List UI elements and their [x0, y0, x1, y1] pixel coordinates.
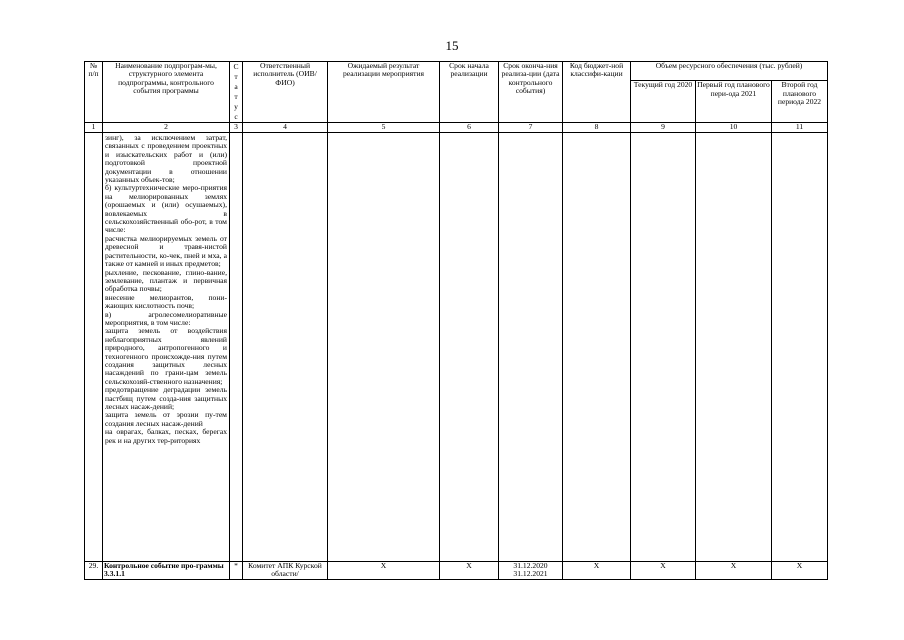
row-start: Х: [440, 562, 499, 580]
header-executor: Ответственный исполнитель (ОИВ/ФИО): [243, 62, 328, 123]
header-result: Ожидаемый результат реализации мероприятия: [328, 62, 440, 123]
header-start: Срок начала реализации: [440, 62, 499, 123]
row-2022: Х: [772, 562, 828, 580]
page-number: 15: [445, 38, 459, 53]
header-resource-group: Объем ресурсного обеспечения (тыс. рублей): [631, 62, 828, 81]
header-row: [85, 62, 828, 81]
row-2020: Х: [631, 562, 696, 580]
col-number: 6: [440, 123, 499, 133]
header-name: Наименование подпрограм-мы, структурного элемента подпрограммы, контрольного события программы: [103, 62, 230, 123]
header-year-2022: Второй год планового периода 2022: [772, 81, 828, 123]
header-year-2021: Первый год планового пери-ода 2021: [696, 81, 772, 123]
row-end: 31.12.2020 31.12.2021: [499, 562, 563, 580]
col-number: 9: [631, 123, 696, 133]
table-row: [85, 562, 828, 580]
resource-table: [84, 61, 828, 580]
col-number: 1: [85, 123, 103, 133]
col-number: 8: [563, 123, 631, 133]
header-end: Срок оконча-ния реализа-ции (дата контрольного события): [499, 62, 563, 123]
column-number-row: [85, 123, 828, 133]
col-number: 5: [328, 123, 440, 133]
col-number: 2: [103, 123, 230, 133]
col-number: 4: [243, 123, 328, 133]
row-executor: Комитет АПК Курской области/: [243, 562, 328, 580]
header-num: № п/п: [85, 62, 103, 123]
row-status: *: [230, 562, 243, 580]
header-year-2020: Текущий год 2020: [631, 81, 696, 123]
col-number: 11: [772, 123, 828, 133]
col-number: 7: [499, 123, 563, 133]
row-result: Х: [328, 562, 440, 580]
continuation-row: [85, 133, 828, 562]
row-number: 29.: [85, 562, 103, 580]
row-code: Х: [563, 562, 631, 580]
header-status: С т а т у с: [230, 62, 243, 123]
col-number: 3: [230, 123, 243, 133]
continuation-text: зинг), за исключением затрат, связанных с проведением проектных и изыскательских работ и (или) подготовкой проектной документации в отношении указанных объек-тов; б) культуртехнические меро-приятия на мелиорированных землях (орошаемых и (или) осушаемых), вовлекаемых в сельскохозяйственный обо-рот, в том числе: расчистка мелиорируемых земель от древесной и травя-нистой растительности, ко-чек, пней и мха, а также от камней и иных предметов; рыхление, пескование, глино-вание, землевание, плантаж и первичная обработка почвы; внесение мелиорантов, пони-жающих кислотность почв; в) агролесомелиоративные мероприятия, в том числе: защита земель от воздействия неблагоприятных явлений природного, антропогенного и техногенного происхожде-ния путем создания защитных лесных насаждений по грани-цам земель сельскохозяй-ственного назначения; предотвращение деградации земель пастбищ путем созда-ния защитных лесных насаж-дений; защита земель от эрозии пу-тем создания лесных насаж-дений на оврагах, балках, песках, берегах рек и на других тер-риториях: [103, 133, 230, 562]
col-number: 10: [696, 123, 772, 133]
row-name: Контрольное событие про-граммы 3.3.1.1: [103, 562, 230, 580]
header-code: Код бюджет-ной классифи-кации: [563, 62, 631, 123]
row-2021: Х: [696, 562, 772, 580]
